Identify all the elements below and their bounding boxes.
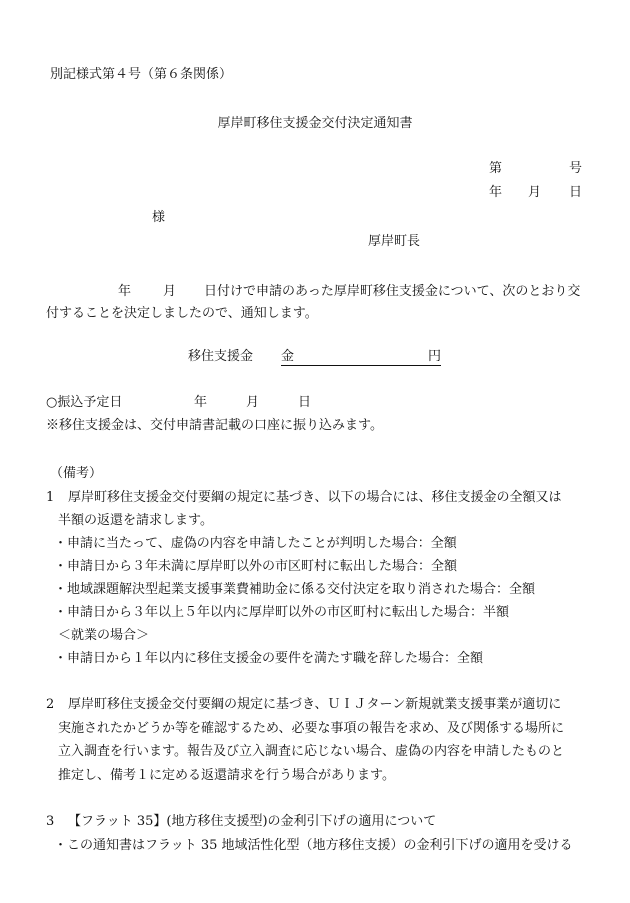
transfer-note: ※移住支援金は、交付申請書記載の口座に振り込みます。 [46, 418, 383, 433]
issue-date-day: 日 [569, 185, 583, 200]
issue-date-year: 年 [489, 185, 503, 200]
remark-item-1-line-1 [46, 486, 606, 509]
remark-item-1 [46, 486, 606, 670]
remark-item-3-bullet: ・この通知書はフラット 35 地域活性化型（地方移住支援）の金利引下げの適用を受ける [54, 837, 573, 853]
issue-date-month: 月 [528, 185, 542, 200]
notice-body-line-1 [46, 280, 580, 302]
document-number-suffix: 号 [569, 161, 583, 176]
remark-item-1-bullet: ・地域課題解決型起業支援事業費補助金に係る交付決定を取り消された場合：全額 [54, 582, 536, 597]
remark-item-1-number: 1 [46, 490, 55, 505]
transfer-date-month: 月 [246, 395, 260, 410]
transfer-date-row [46, 396, 311, 409]
remark-item-3-number: 3 [46, 814, 55, 830]
notice-application-year: 年 [118, 283, 132, 299]
remark-item-1-sub-bullet: ・申請日から１年以内に移住支援金の要件を満たす職を辞した場合：全額 [54, 651, 484, 666]
remark-item-2-line: 立入調査を行います。報告及び立入調査に応じない場合、虚偽の内容を申請したものと [58, 744, 564, 760]
remark-item-2-line-1 [46, 693, 606, 717]
remark-item-1-line-2: 半額の返還を請求します。 [58, 513, 213, 528]
transfer-date-day: 日 [298, 395, 312, 410]
remark-item-2-line: 実施されたかどうか等を確認するため、必要な事項の報告を求め、及び関係する場所に [58, 720, 564, 736]
remark-item-2-line: 推定し、備考１に定める返還請求を行う場合があります。 [58, 767, 395, 783]
remark-item-1-text-1: 厚岸町移住支援金交付要綱の規定に基づき、以下の場合には、移住支援金の全額又は [68, 490, 562, 505]
remark-item-3-heading: 【フラット 35】(地方移住支援型)の金利引下げの適用について [68, 814, 437, 830]
remark-item-1-bullet: ・申請に当たって、虚偽の内容を申請したことが判明した場合：全額 [54, 536, 457, 551]
notice-body-line-2: 付することを決定しましたので、通知します。 [46, 305, 318, 321]
remark-item-1-bullet: ・申請日から３年以上５年以内に厚岸町以外の市区町村に転出した場合：半額 [54, 605, 510, 620]
amount-underline [281, 365, 441, 366]
amount-suffix: 円 [428, 349, 442, 364]
notice-body-line-1-text: 日付けで申請のあった厚岸町移住支援金について、次のとおり交 [204, 283, 581, 299]
notice-body [46, 280, 580, 324]
transfer-date-year: 年 [194, 395, 208, 410]
transfer-date-label: ○振込予定日 [46, 395, 123, 410]
amount-label: 移住支援金 [188, 349, 254, 364]
remarks-heading: （備考） [50, 466, 103, 481]
remark-item-3-line-1 [46, 810, 606, 834]
remark-item-3 [46, 810, 606, 857]
amount-prefix: 金 [281, 349, 295, 364]
remark-item-2-number: 2 [46, 697, 55, 713]
remark-item-1-bullet: ・申請日から３年未満に厚岸町以外の市区町村に転出した場合：全額 [54, 559, 458, 574]
remark-item-2-text-1: 厚岸町移住支援金交付要綱の規定に基づき、ＵＩＪターン新規就業支援事業が適切に [68, 697, 562, 713]
form-number: 別記様式第４号（第６条関係） [50, 67, 233, 82]
document-number-label: 第 [489, 161, 503, 176]
addressee-suffix: 様 [152, 210, 166, 225]
remark-item-1-subheading: ＜就業の場合＞ [58, 628, 150, 643]
remark-item-2 [46, 693, 606, 787]
notice-application-month: 月 [163, 283, 177, 299]
issuer-name: 厚岸町長 [368, 234, 421, 249]
document-title: 厚岸町移住支援金交付決定通知書 [217, 116, 413, 131]
